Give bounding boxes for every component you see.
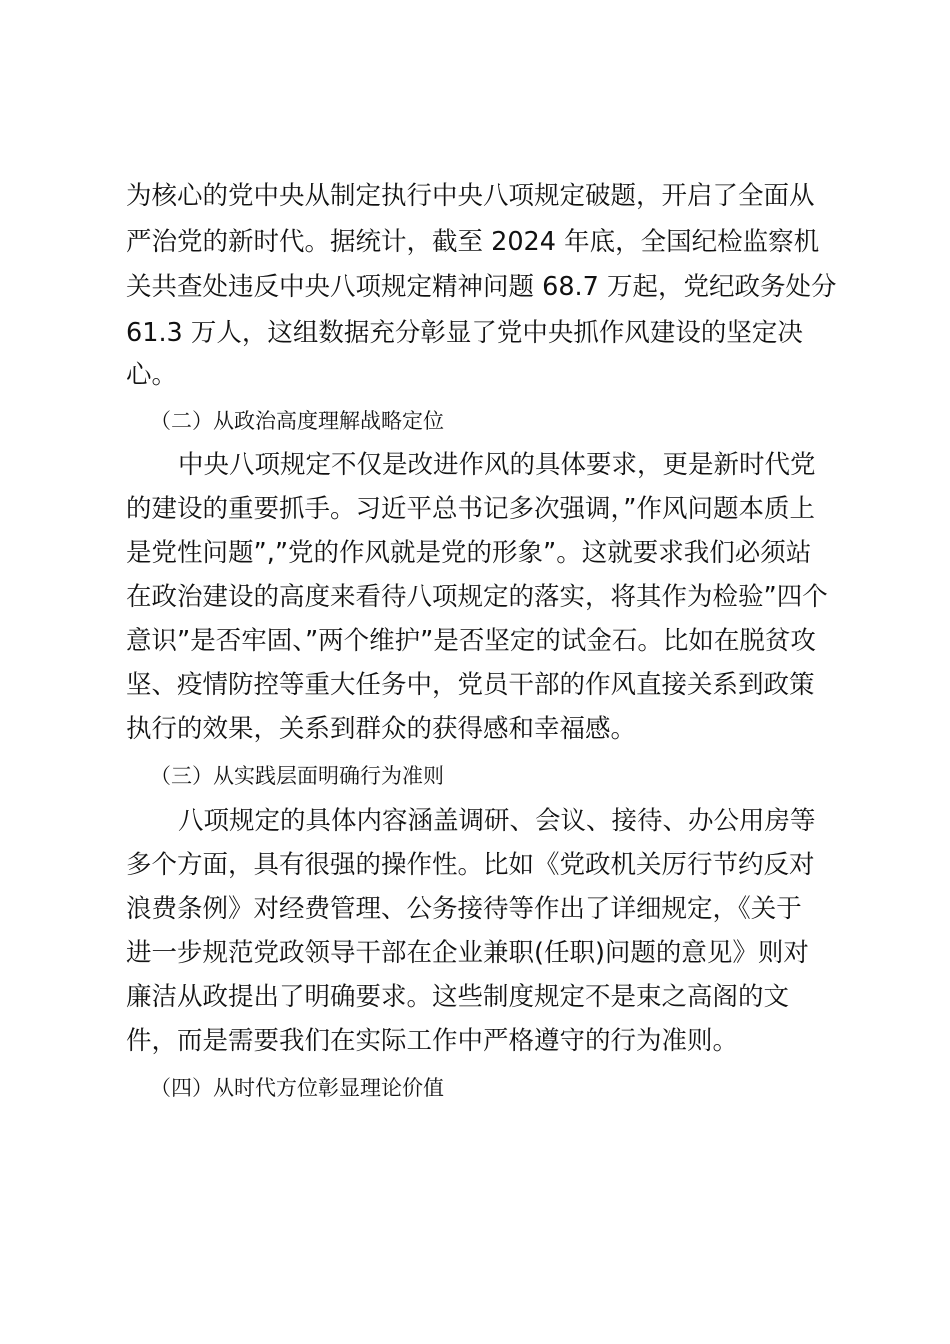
paragraph-1-line-5: 心。	[126, 360, 178, 390]
paragraph-3-line-4: 进一步规范党政领导干部在企业兼职(任职)问题的意见》则对	[126, 938, 809, 968]
paragraph-2-line-2: 的建设的重要抓手。习近平总书记多次强调，”作风问题本质上	[126, 494, 815, 524]
paragraph-3-line-6: 件，而是需要我们在实际工作中严格遵守的行为准则。	[126, 1026, 739, 1056]
paragraph-2-line-7: 执行的效果，关系到群众的获得感和幸福感。	[126, 714, 637, 744]
paragraph-3-line-2: 多个方面，具有很强的操作性。比如《党政机关厉行节约反对	[126, 850, 815, 880]
paragraph-2-line-5: 意识”是否牢固、”两个维护”是否坚定的试金石。比如在脱贫攻	[126, 626, 816, 656]
paragraph-1-line-1: 为核心的党中央从制定执行中央八项规定破题，开启了全面从	[126, 181, 815, 211]
paragraph-2-line-6: 坚、疫情防控等重大任务中，党员干部的作风直接关系到政策	[126, 670, 815, 700]
paragraph-3-line-3: 浪费条例》对经费管理、公务接待等作出了详细规定，《关于	[126, 894, 802, 924]
paragraph-1-line-4: 61.3 万人，这组数据充分彰显了党中央抓作风建设的坚定决	[126, 318, 803, 348]
paragraph-2-line-3: 是党性问题”,”党的作风就是党的形象”。这就要求我们必须站	[126, 538, 812, 568]
section-heading-4: （四）从时代方位彰显理论价值	[150, 1076, 444, 1100]
paragraph-1-line-3: 关共查处违反中央八项规定精神问题 68.7 万起，党纪政务处分	[126, 272, 837, 302]
paragraph-3-line-1: 八项规定的具体内容涵盖调研、会议、接待、办公用房等	[178, 806, 816, 836]
paragraph-2-line-1: 中央八项规定不仅是改进作风的具体要求，更是新时代党	[178, 450, 816, 480]
paragraph-1-line-2: 严治党的新时代。据统计，截至 2024 年底，全国纪检监察机	[126, 227, 820, 257]
section-heading-2: （二）从政治高度理解战略定位	[150, 409, 444, 433]
paragraph-2-line-4: 在政治建设的高度来看待八项规定的落实，将其作为检验”四个	[126, 582, 828, 612]
paragraph-3-line-5: 廉洁从政提出了明确要求。这些制度规定不是束之高阁的文	[126, 982, 790, 1012]
section-heading-3: （三）从实践层面明确行为准则	[150, 764, 444, 788]
